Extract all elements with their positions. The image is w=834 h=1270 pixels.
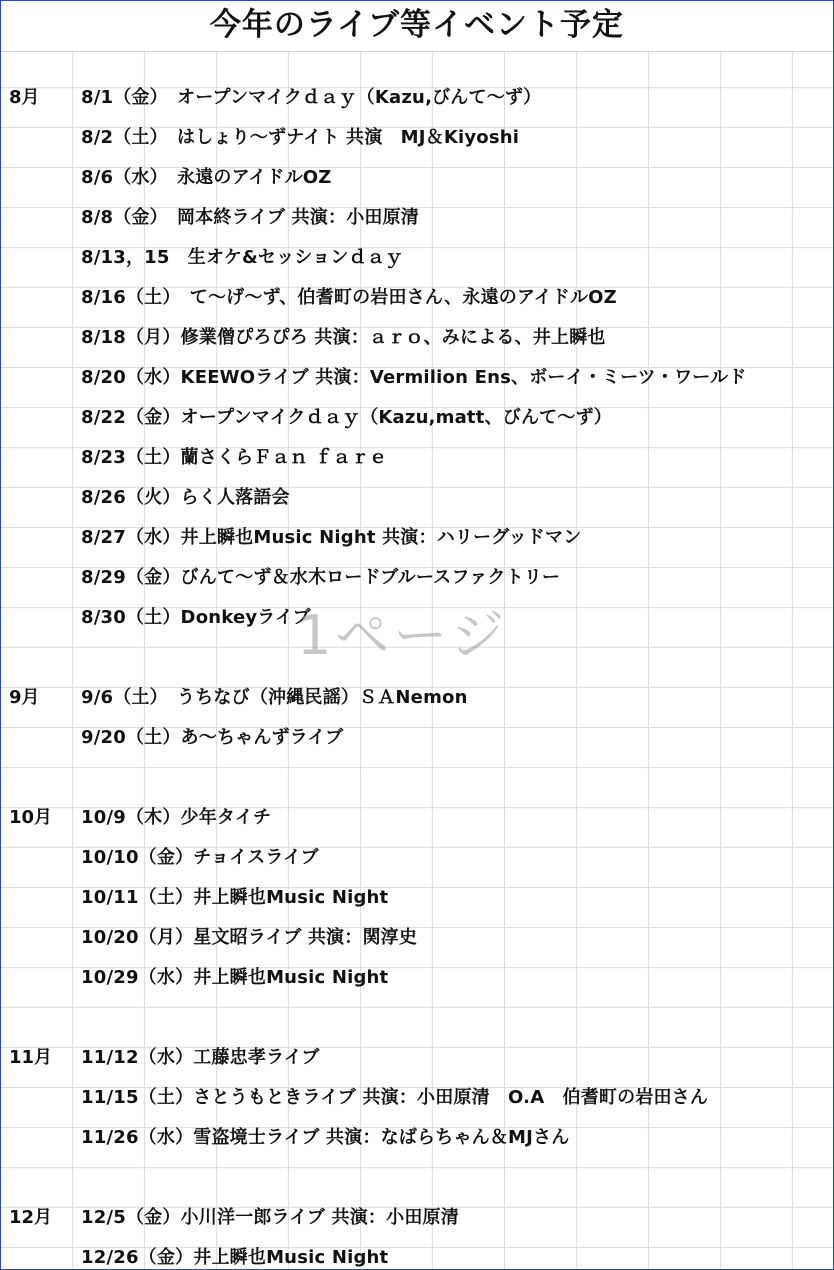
schedule-row[interactable] — [1, 278, 833, 318]
event-text: 11/12（水）工藤忠孝ライブ — [81, 1047, 320, 1068]
schedule-row[interactable] — [1, 838, 833, 878]
page-watermark: 1ページ — [297, 604, 509, 667]
schedule-row[interactable] — [1, 438, 833, 478]
title-cell[interactable] — [1, 1, 833, 52]
event-text: 8/29（金）びんて〜ず＆水木ロードブルースファクトリー — [81, 567, 561, 588]
schedule-row[interactable] — [1, 1238, 833, 1270]
event-text: 8/27（水）井上瞬也Music Night 共演：ハリーグッドマン — [81, 527, 582, 548]
event-text: 12/5（金）小川洋一郎ライブ 共演：小田原清 — [81, 1207, 459, 1228]
schedule-row[interactable] — [1, 798, 833, 838]
event-text: 8/2（土） はしょり〜ずナイト 共演 MJ＆Kiyoshi — [81, 127, 520, 148]
schedule-row[interactable] — [1, 718, 833, 758]
schedule-row[interactable] — [1, 918, 833, 958]
event-text: 8/22（金）オープンマイクｄａｙ（Kazu,matt、びんて〜ず） — [81, 407, 612, 428]
month-label: 8月 — [9, 87, 40, 108]
schedule-row[interactable] — [1, 198, 833, 238]
schedule-row[interactable] — [1, 398, 833, 438]
schedule-row[interactable] — [1, 158, 833, 198]
schedule-row[interactable] — [1, 238, 833, 278]
schedule-row[interactable] — [1, 958, 833, 998]
schedule-row[interactable] — [1, 878, 833, 918]
month-label: 9月 — [9, 687, 40, 708]
event-text: 10/11（土）井上瞬也Music Night — [81, 887, 389, 908]
event-text: 8/6（水） 永遠のアイドルOZ — [81, 167, 332, 188]
event-text: 9/6（土） うちなび（沖縄民謡）ＳＡNemon — [81, 687, 468, 708]
schedule-row[interactable] — [1, 558, 833, 598]
schedule-row[interactable] — [1, 478, 833, 518]
event-text: 8/16（土） て〜げ〜ず、伯耆町の岩田さん、永遠のアイドルOZ — [81, 287, 617, 308]
schedule-row[interactable] — [1, 678, 833, 718]
schedule-row[interactable] — [1, 78, 833, 118]
schedule-row[interactable] — [1, 358, 833, 398]
event-text: 10/29（水）井上瞬也Music Night — [81, 967, 389, 988]
event-text: 8/23（土）蘭さくらＦａｎ ｆａｒｅ — [81, 447, 388, 468]
month-label: 12月 — [9, 1207, 53, 1228]
month-label: 10月 — [9, 807, 53, 828]
schedule-row[interactable] — [1, 1118, 833, 1158]
schedule-row[interactable] — [1, 1198, 833, 1238]
event-text: 8/20（水）KEEWOライブ 共演：Vermilion Ens、ボーイ・ミーツ・ワールド — [81, 367, 747, 388]
schedule-row[interactable] — [1, 518, 833, 558]
event-text: 10/9（木）少年タイチ — [81, 807, 272, 828]
event-text: 10/20（月）星文昭ライブ 共演：関淳史 — [81, 927, 418, 948]
event-text: 8/30（土）Donkeyライブ — [81, 607, 311, 628]
event-text: 8/13，15 生オケ&セッションｄａｙ — [81, 247, 404, 268]
page-title: 今年のライブ等イベント予定 — [209, 7, 625, 43]
schedule-row[interactable] — [1, 1078, 833, 1118]
schedule-row[interactable] — [1, 1038, 833, 1078]
event-text: 11/26（水）雪盗境士ライブ 共演：なばらちゃん＆MJさん — [81, 1127, 570, 1148]
event-text: 9/20（土）あ〜ちゃんずライブ — [81, 727, 344, 748]
event-text: 12/26（金）井上瞬也Music Night — [81, 1247, 389, 1268]
event-text: 8/8（金） 岡本終ライブ 共演：小田原清 — [81, 207, 420, 228]
event-text: 8/1（金） オープンマイクｄａｙ（Kazu,びんて〜ず） — [81, 87, 542, 108]
schedule-row[interactable] — [1, 318, 833, 358]
event-text: 8/26（火）らく人落語会 — [81, 487, 290, 508]
event-text: 11/15（土）さとうもときライブ 共演：小田原清 O.A 伯耆町の岩田さん — [81, 1087, 709, 1108]
event-text: 10/10（金）チョイスライブ — [81, 847, 319, 868]
month-label: 11月 — [9, 1047, 53, 1068]
event-text: 8/18（月）修業僧ぴろぴろ 共演：ａｒｏ、みによる、井上瞬也 — [81, 327, 606, 348]
schedule-row[interactable] — [1, 118, 833, 158]
